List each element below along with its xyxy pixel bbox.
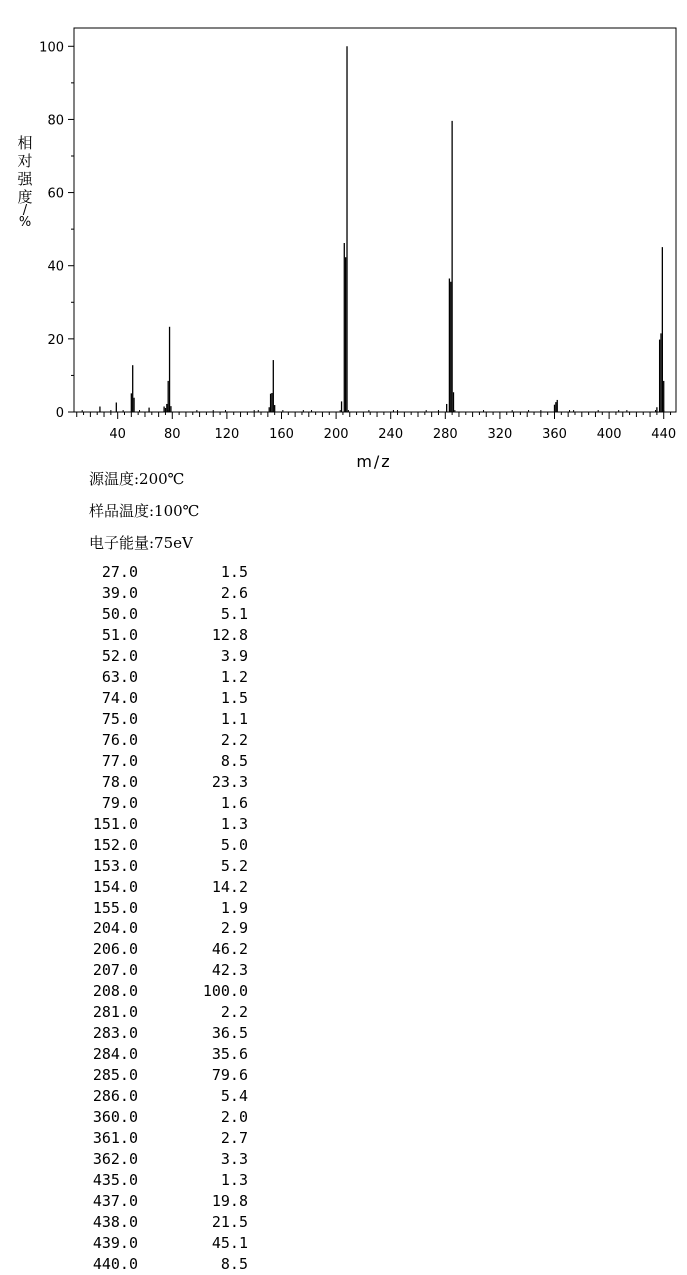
peak-intensity-value: 5.4 <box>220 1087 248 1106</box>
peak-mz-value: 79.0 <box>101 793 138 812</box>
peak-intensity-value: 5.2 <box>220 856 248 875</box>
y-axis-label <box>17 134 33 230</box>
plot-frame <box>74 28 676 412</box>
peak-mz-value: 361.0 <box>92 1129 138 1148</box>
peak-intensity-value: 5.1 <box>220 604 248 623</box>
x-tick-label: 320 <box>487 427 513 442</box>
peak-mz-value: 154.0 <box>92 877 138 896</box>
peak-intensity-value: 2.2 <box>220 730 248 749</box>
peak-intensity-value: 1.5 <box>220 563 248 581</box>
peak-intensity-value: 1.1 <box>220 709 248 728</box>
peak-mz-value: 39.0 <box>101 583 138 602</box>
peak-mz-value: 76.0 <box>101 730 138 749</box>
y-axis <box>39 40 74 421</box>
x-tick-label: 160 <box>269 427 294 442</box>
peak-intensity-value: 1.3 <box>220 814 248 833</box>
peak-intensity-value: 21.5 <box>211 1213 248 1232</box>
mass-spectrum-chart <box>0 0 687 475</box>
y-tick-label: 40 <box>47 259 64 275</box>
y-tick-label: 0 <box>55 406 64 421</box>
peak-intensity-value: 3.9 <box>220 646 248 665</box>
peak-intensity-value: 8.5 <box>220 751 248 770</box>
peak-intensity-value: 2.7 <box>220 1129 248 1148</box>
peak-mz-value: 285.0 <box>92 1066 138 1085</box>
peak-mz-value: 151.0 <box>92 814 138 833</box>
y-axis-label-char: 度 <box>17 188 33 206</box>
y-tick-label: 20 <box>47 332 64 348</box>
x-tick-label: 200 <box>323 427 349 442</box>
peak-intensity-value: 1.2 <box>220 667 248 686</box>
peak-mz-value: 208.0 <box>92 982 138 1001</box>
y-axis-label-char: / <box>22 203 28 218</box>
peak-intensity-value: 36.5 <box>211 1024 248 1043</box>
peak-mz-value: 360.0 <box>92 1108 138 1127</box>
y-tick-label: 60 <box>47 186 64 202</box>
peak-mz-value: 437.0 <box>92 1192 138 1211</box>
peak-mz-value: 27.0 <box>101 563 138 581</box>
x-axis <box>77 412 676 442</box>
peak-intensity-value: 1.3 <box>220 1171 248 1190</box>
peak-intensity-value: 23.3 <box>211 772 248 791</box>
peak-mz-value: 78.0 <box>101 772 138 791</box>
electron-energy: 电子能量:75eV <box>89 534 193 552</box>
peak-mz-value: 284.0 <box>92 1045 138 1064</box>
x-tick-label: 360 <box>542 427 567 442</box>
peak-intensity-value: 5.0 <box>220 835 248 854</box>
peak-mz-value: 153.0 <box>92 856 138 875</box>
peak-mz-value: 286.0 <box>92 1087 138 1106</box>
x-tick-label: 400 <box>596 427 622 442</box>
x-tick-label: 40 <box>109 427 126 442</box>
peak-mz-value: 204.0 <box>92 919 138 938</box>
peak-intensity-value: 2.6 <box>220 583 248 602</box>
peak-intensity-value: 79.6 <box>211 1066 248 1085</box>
source-temperature: 源温度:200℃ <box>89 470 185 488</box>
peak-intensity-value: 14.2 <box>211 877 248 896</box>
y-axis-label-char: 对 <box>17 152 33 170</box>
peak-intensity-value: 19.8 <box>211 1192 248 1211</box>
peak-intensity-value: 12.8 <box>211 625 248 644</box>
peak-intensity-value: 1.6 <box>220 793 248 812</box>
peak-mz-value: 438.0 <box>92 1213 138 1232</box>
peak-mz-value: 283.0 <box>92 1024 138 1043</box>
x-tick-label: 80 <box>164 427 181 442</box>
peak-intensity-value: 2.0 <box>220 1108 248 1127</box>
peak-intensity-value: 45.1 <box>211 1234 248 1253</box>
peak-intensity-value: 8.5 <box>220 1255 248 1273</box>
peak-mz-value: 281.0 <box>92 1003 138 1022</box>
peak-mz-value: 63.0 <box>101 667 138 686</box>
peak-mz-value: 439.0 <box>92 1234 138 1253</box>
peak-mz-value: 152.0 <box>92 835 138 854</box>
y-tick-label: 80 <box>47 113 64 129</box>
x-axis-label: m/z <box>356 452 392 471</box>
peak-intensity-value: 1.5 <box>220 688 248 707</box>
peak-mz-value: 435.0 <box>92 1171 138 1190</box>
peak-intensity-value: 2.9 <box>220 919 248 938</box>
peak-mz-value: 440.0 <box>92 1255 138 1273</box>
peak-mz-value: 50.0 <box>101 604 138 623</box>
peak-intensity-value: 100.0 <box>202 982 248 1001</box>
peak-mz-value: 77.0 <box>101 751 138 770</box>
peak-intensity-value: 42.3 <box>211 961 248 980</box>
peak-mz-value: 75.0 <box>101 709 138 728</box>
y-axis-label-char: % <box>18 215 32 230</box>
peak-mz-value: 51.0 <box>101 625 138 644</box>
peak-mz-value: 207.0 <box>92 961 138 980</box>
peak-intensity-value: 2.2 <box>220 1003 248 1022</box>
peak-intensity-value: 46.2 <box>211 940 248 959</box>
peak-mz-value: 362.0 <box>92 1150 138 1169</box>
x-tick-label: 280 <box>432 427 458 442</box>
y-axis-label-char: 强 <box>17 170 33 188</box>
peak-mz-value: 155.0 <box>92 898 138 917</box>
peak-series <box>100 46 664 412</box>
y-tick-label: 100 <box>39 40 64 56</box>
peak-mz-value: 206.0 <box>92 940 138 959</box>
x-tick-label: 120 <box>214 427 240 442</box>
peak-intensity-value: 35.6 <box>211 1045 248 1064</box>
sample-temperature: 样品温度:100℃ <box>89 502 200 520</box>
y-axis-label-char: 相 <box>17 134 33 152</box>
peak-intensity-value: 3.3 <box>220 1150 248 1169</box>
peak-mz-value: 52.0 <box>101 646 138 665</box>
x-tick-label: 240 <box>378 427 404 442</box>
peak-intensity-value: 1.9 <box>220 898 248 917</box>
peak-mz-value: 74.0 <box>101 688 138 707</box>
x-tick-label: 440 <box>651 427 677 442</box>
